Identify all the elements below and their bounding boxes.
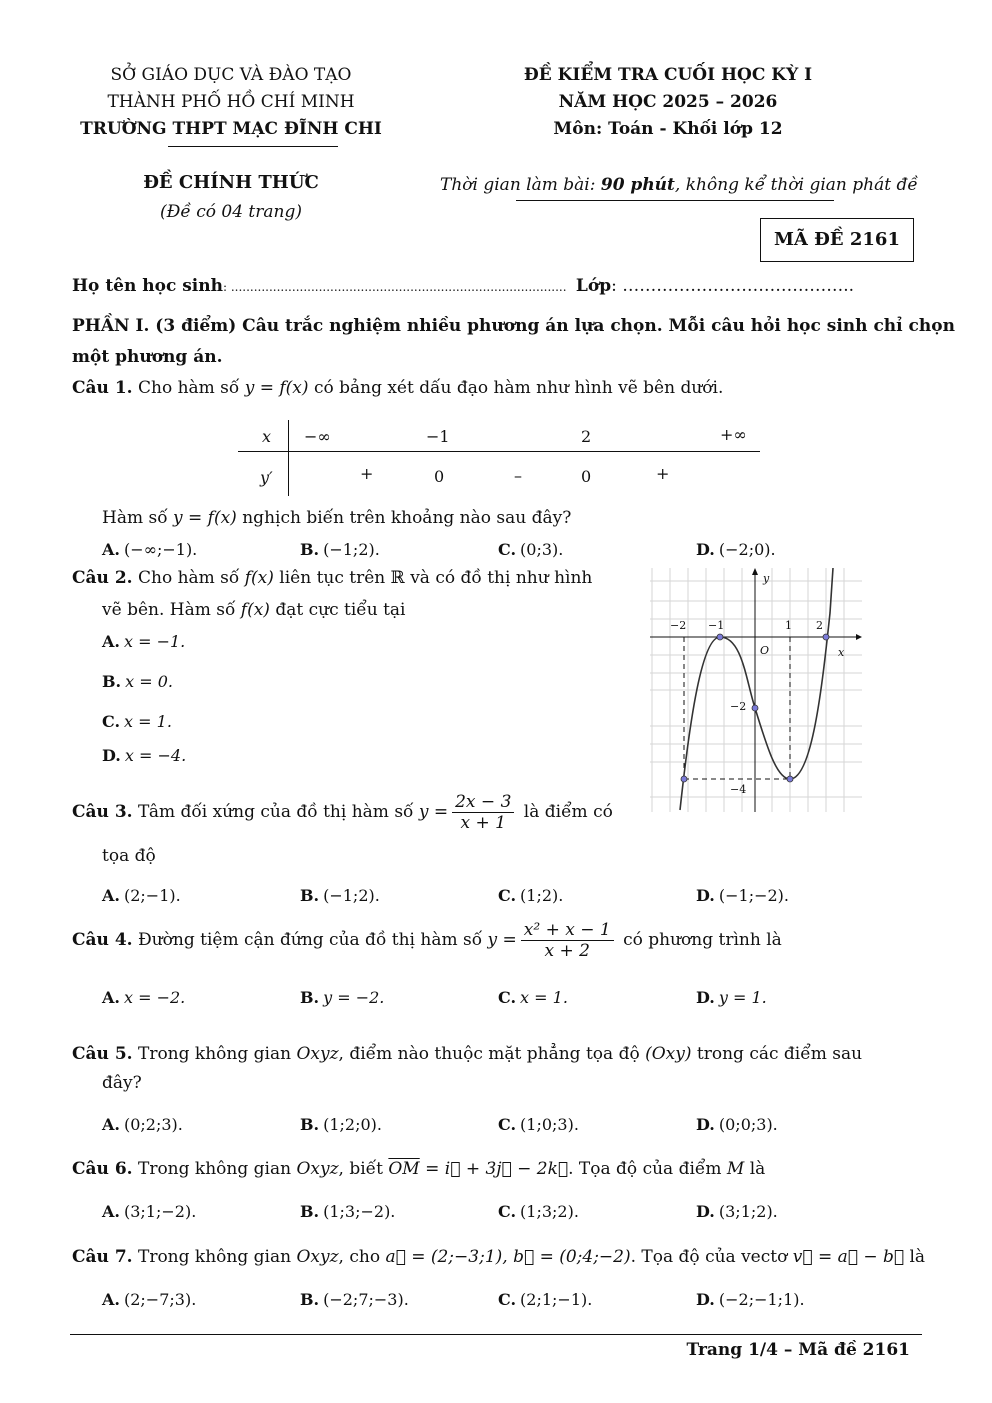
- table-x-value: +∞: [720, 425, 747, 444]
- q1-option-b[interactable]: B. (−1;2).: [300, 540, 380, 559]
- point: [752, 705, 758, 711]
- q6-option-a[interactable]: A. (3;1;−2).: [102, 1202, 197, 1221]
- name-label: Họ tên học sinh: [72, 276, 223, 296]
- question-4: Câu 4. Đường tiệm cận đứng của đồ thị hàm số y = $\frac{\text{x² + x − 1}}{x + 2}$ có phương trình là: [72, 920, 782, 961]
- question-3-line2: tọa độ: [102, 846, 156, 866]
- question-7: Câu 7. Trong không gian Oxyz, cho a⃗ = (2;−3;1), b⃗ = (0;4;−2). Tọa độ của vectơ v⃗ = a⃗ − b⃗ là: [72, 1247, 926, 1267]
- class-label: Lớp: [575, 276, 612, 296]
- department-name: SỞ GIÁO DỤC VÀ ĐÀO TẠO: [110, 65, 352, 85]
- table-y-label: y′: [260, 468, 273, 487]
- time-note: Thời gian làm bài: 90 phút, không kể thời gian phát đề: [440, 175, 918, 195]
- table-sign: +: [360, 464, 374, 483]
- q5-option-a[interactable]: A. (0;2;3).: [102, 1115, 183, 1134]
- q4-option-c[interactable]: C. x = 1.: [498, 988, 568, 1007]
- point: [823, 634, 829, 640]
- tick-label: −1: [708, 619, 725, 632]
- q6-option-d[interactable]: D. (3;1;2).: [696, 1202, 778, 1221]
- table-vline: [288, 420, 289, 496]
- tick-label: −4: [730, 783, 747, 796]
- table-x-value: 2: [581, 427, 592, 446]
- section-title: PHẦN I. (3 điểm) Câu trắc nghiệm nhiều phương án lựa chọn. Mỗi câu hỏi học sinh chỉ chọn: [72, 316, 955, 336]
- fraction: $\frac{\text{x² + x − 1}}{x + 2}$: [521, 920, 614, 961]
- question-5: Câu 5. Trong không gian Oxyz, điểm nào thuộc mặt phẳng tọa độ (Oxy) trong các điểm sau: [72, 1044, 863, 1064]
- q7-option-b[interactable]: B. (−2;7;−3).: [300, 1290, 409, 1309]
- q2-option-d[interactable]: D. x = −4.: [102, 746, 187, 765]
- table-x-value: −∞: [304, 427, 331, 446]
- name-field[interactable]: : ........................................................................................: [222, 280, 567, 294]
- point: [787, 776, 793, 782]
- tick-label: −2: [730, 700, 747, 713]
- q7-option-d[interactable]: D. (−2;−1;1).: [696, 1290, 805, 1309]
- exam-code-box: MÃ ĐỀ 2161: [760, 218, 914, 262]
- student-info: [72, 276, 854, 296]
- point: [681, 776, 687, 782]
- q4-option-b[interactable]: B. y = −2.: [300, 988, 385, 1007]
- q6-option-c[interactable]: C. (1;3;2).: [498, 1202, 579, 1221]
- q5-option-c[interactable]: C. (1;0;3).: [498, 1115, 579, 1134]
- table-hline: [238, 451, 760, 452]
- school-year: NĂM HỌC 2025 – 2026: [558, 92, 778, 112]
- question-1: Câu 1. Cho hàm số y = f(x) có bảng xét dấu đạo hàm như hình vẽ bên dưới.: [72, 378, 724, 398]
- q2-option-b[interactable]: B. x = 0.: [102, 672, 173, 691]
- table-sign: +: [656, 464, 670, 483]
- question-6: Câu 6. Trong không gian Oxyz, biết $\overline{OM}$ = i⃗ + 3j⃗ − 2k⃗. Tọa độ của điểm M là: [72, 1159, 766, 1179]
- q2-option-c[interactable]: C. x = 1.: [102, 712, 172, 731]
- table-x-label: x: [262, 427, 272, 446]
- question-2-line2: vẽ bên. Hàm số f(x) đạt cực tiểu tại: [102, 600, 406, 620]
- official-label: ĐỀ CHÍNH THỨC: [143, 172, 319, 193]
- tick-label: 1: [785, 619, 792, 632]
- q3-option-b[interactable]: B. (−1;2).: [300, 886, 380, 905]
- time-underline: [516, 200, 834, 201]
- exam-header: [478, 62, 858, 143]
- q1-option-c[interactable]: C. (0;3).: [498, 540, 564, 559]
- q6-option-b[interactable]: B. (1;3;−2).: [300, 1202, 396, 1221]
- q7-option-c[interactable]: C. (2;1;−1).: [498, 1290, 593, 1309]
- q3-option-c[interactable]: C. (1;2).: [498, 886, 564, 905]
- subject: Môn: Toán - Khối lớp 12: [553, 119, 783, 139]
- function-graph: [650, 568, 862, 812]
- q2-option-a[interactable]: A. x = −1.: [102, 632, 186, 651]
- question-1-ask: Hàm số y = f(x) nghịch biến trên khoảng nào sau đây?: [102, 508, 572, 528]
- question-3: Câu 3. Tâm đối xứng của đồ thị hàm số y = $\frac{2x - 3}{x + 1}$ là điểm có: [72, 792, 613, 833]
- class-field[interactable]: : …………………………………..: [611, 276, 855, 296]
- school-underline: [168, 146, 338, 147]
- q4-option-d[interactable]: D. y = 1.: [696, 988, 767, 1007]
- q5-option-b[interactable]: B. (1;2;0).: [300, 1115, 382, 1134]
- table-x-value: −1: [426, 427, 450, 446]
- x-axis-arrow-icon: [856, 634, 862, 640]
- tick-label: −2: [670, 619, 687, 632]
- x-axis-label: x: [838, 646, 845, 659]
- footer-rule: [70, 1334, 922, 1335]
- school-name: TRƯỜNG THPT MẠC ĐĨNH CHI: [80, 119, 382, 139]
- q1-option-d[interactable]: D. (−2;0).: [696, 540, 776, 559]
- curve: [680, 568, 833, 810]
- table-sign: 0: [434, 467, 445, 486]
- origin-label: O: [760, 644, 770, 657]
- point: [717, 634, 723, 640]
- question-5-line2: đây?: [102, 1073, 142, 1093]
- exam-title: ĐỀ KIỂM TRA CUỐI HỌC KỲ I: [523, 65, 813, 85]
- table-sign: –: [514, 466, 522, 485]
- table-sign: 0: [581, 467, 592, 486]
- school-header: [70, 62, 392, 143]
- q1-option-a[interactable]: A. (−∞;−1).: [102, 540, 198, 559]
- q4-option-a[interactable]: A. x = −2.: [102, 988, 186, 1007]
- question-2: Câu 2. Cho hàm số f(x) liên tục trên ℝ và có đồ thị như hình: [72, 568, 593, 588]
- q3-option-a[interactable]: A. (2;−1).: [102, 886, 181, 905]
- y-axis-arrow-icon: [752, 568, 758, 575]
- pages-note: (Đề có 04 trang): [160, 202, 302, 222]
- page-footer: Trang 1/4 – Mã đề 2161: [686, 1340, 910, 1360]
- sign-table: [238, 420, 760, 496]
- section-title-2: một phương án.: [72, 347, 223, 367]
- city-name: THÀNH PHỐ HỒ CHÍ MINH: [107, 92, 355, 112]
- y-axis-label: y: [763, 572, 770, 585]
- q7-option-a[interactable]: A. (2;−7;3).: [102, 1290, 197, 1309]
- tick-label: 2: [816, 619, 823, 632]
- q5-option-d[interactable]: D. (0;0;3).: [696, 1115, 778, 1134]
- fraction: $\frac{2x - 3}{x + 1}$: [452, 792, 514, 833]
- q3-option-d[interactable]: D. (−1;−2).: [696, 886, 790, 905]
